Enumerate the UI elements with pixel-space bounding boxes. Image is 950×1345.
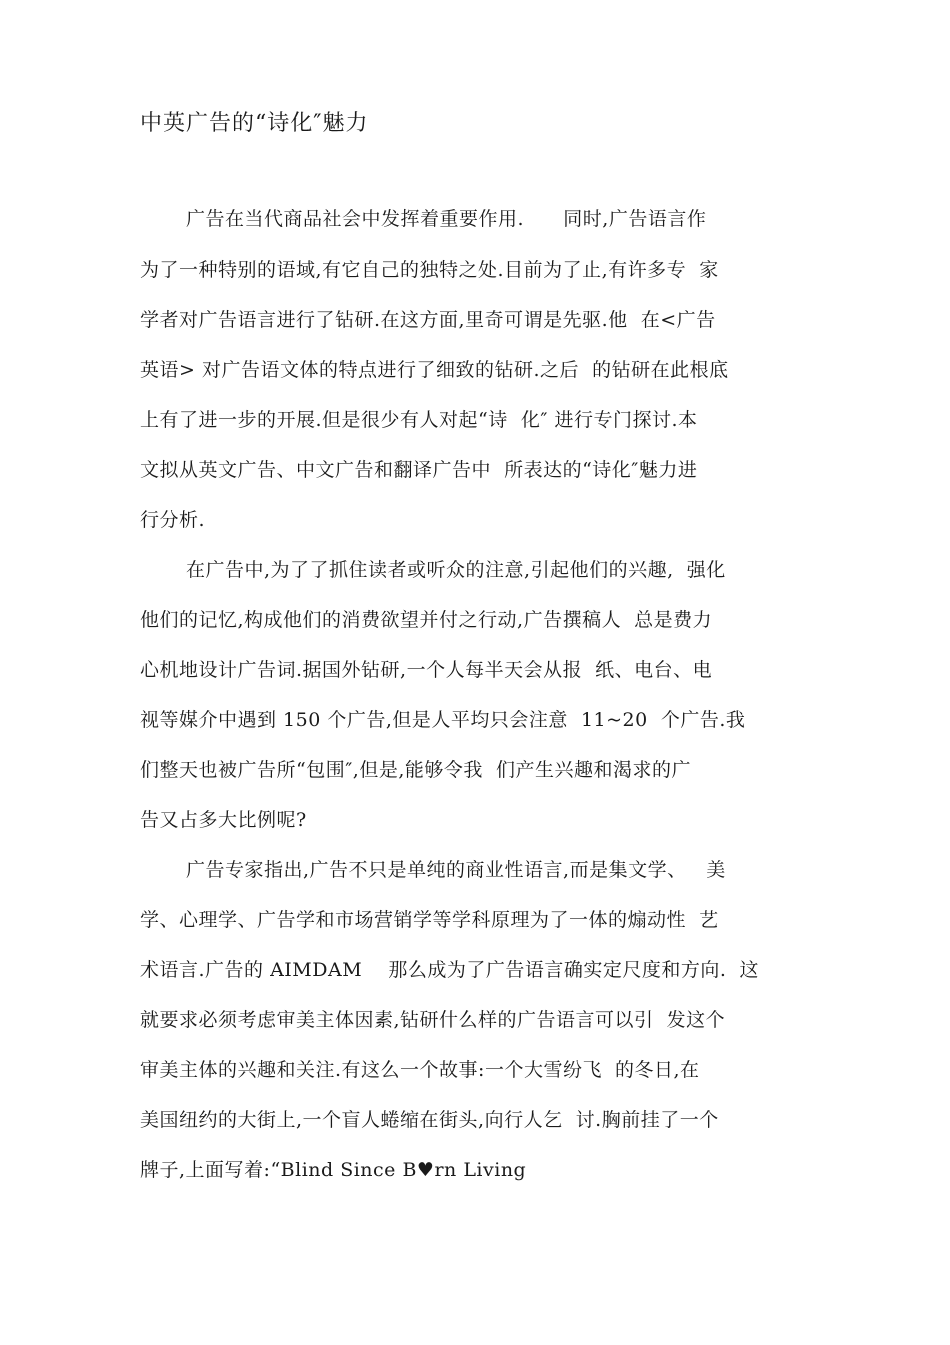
text-line: 广告专家指出,广告不只是单纯的商业性语言,而是集文学、 美 (186, 859, 726, 881)
text-line: 心机地设计广告词.据国外钻研,一个人每半天会从报 纸、电台、电 (140, 659, 713, 681)
document-title: 中英广告的“诗化″魅力 (140, 111, 369, 136)
text-line: 英语> 对广告语文体的特点进行了细致的钻研.之后 的钻研在此根底 (140, 359, 729, 381)
text-line: 视等媒介中遇到 150 个广告,但是人平均只会注意 11~20 个广告.我 (140, 709, 746, 731)
text-line: 学、心理学、广告学和市场营销学等学科原理为了一体的煽动性 艺 (140, 909, 719, 931)
text-line: 广告在当代商品社会中发挥着重要作用. 同时,广告语言作 (186, 208, 707, 230)
text-line: 文拟从英文广告、中文广告和翻译广告中 所表达的“诗化″魅力进 (140, 459, 698, 481)
text-line: 审美主体的兴趣和关注.有这么一个故事:一个大雪纷飞 的冬日,在 (140, 1059, 700, 1081)
text-line: 为了一种特别的语域,有它自己的独特之处.目前为了止,有许多专 家 (140, 259, 719, 281)
text-line: 在广告中,为了了抓住读者或听众的注意,引起他们的兴趣, 强化 (186, 559, 726, 581)
text-line: 美国纽约的大街上,一个盲人蜷缩在街头,向行人乞 讨.胸前挂了一个 (140, 1109, 719, 1131)
text-line: 术语言.广告的 AIMDAM 那么成为了广告语言确实定尺度和方向. 这 (140, 959, 759, 981)
text-line: 上有了进一步的开展.但是很少有人对起“诗 化″ 进行专门探讨.本 (140, 409, 698, 431)
text-line: 就要求必须考虑审美主体因素,钻研什么样的广告语言可以引 发这个 (140, 1009, 726, 1031)
text-line: 他们的记忆,构成他们的消费欲望并付之行动,广告撰稿人 总是费力 (140, 609, 713, 631)
text-line: 牌子,上面写着:“Blind Since B♥rn Living (140, 1159, 527, 1181)
text-line: 学者对广告语言进行了钻研.在这方面,里奇可谓是先驱.他 在<广告 (140, 309, 716, 331)
text-line: 行分析. (140, 509, 206, 531)
text-line: 告又占多大比例呢? (140, 809, 307, 831)
text-line: 们整天也被广告所“包围″,但是,能够令我 们产生兴趣和渴求的广 (140, 759, 691, 781)
